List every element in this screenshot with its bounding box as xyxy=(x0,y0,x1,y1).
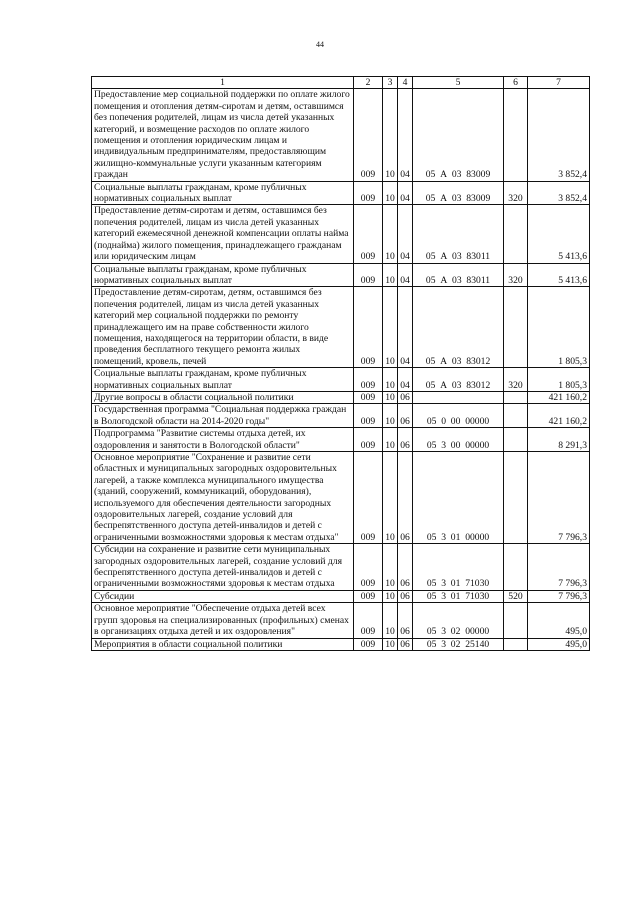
expense-type-code xyxy=(504,404,528,428)
row-description: Основное мероприятие "Сохранение и развитие сети областных и муниципальных загородных оздоровительных лагерей, а также комплекса муниципального имущества (зданий, сооружений, коммуникаций, оборудования), используемого для обеспечения деятельности загородных оздоровительных лагерей, создание условий для беспрепятственного доступа детей-инвалидов и детей с ограниченными возможностями здоровья к местам отдыха" xyxy=(92,452,354,544)
expense-type-code xyxy=(504,428,528,452)
row-description: Государственная программа "Социальная поддержка граждан в Вологодской области на 2014-2020 годы" xyxy=(92,404,354,428)
column-header: 2 xyxy=(354,77,383,89)
amount: 7 796,3 xyxy=(528,590,590,602)
section-code: 10 xyxy=(383,544,398,591)
row-description: Подпрограмма "Развитие системы отдыха детей, их оздоровления и занятости в Вологодской области" xyxy=(92,428,354,452)
table-row xyxy=(92,89,590,181)
row-description: Другие вопросы в области социальной политики xyxy=(92,391,354,403)
ministry-code: 009 xyxy=(354,287,383,368)
amount: 3 852,4 xyxy=(528,89,590,181)
section-code: 10 xyxy=(383,89,398,181)
subsection-code: 04 xyxy=(398,263,413,287)
target-article-code: 05 3 01 00000 xyxy=(413,452,504,544)
target-article-code: 05 3 00 00000 xyxy=(413,428,504,452)
expense-type-code xyxy=(504,603,528,638)
amount: 1 805,3 xyxy=(528,287,590,368)
amount: 421 160,2 xyxy=(528,391,590,403)
subsection-code: 04 xyxy=(398,368,413,392)
amount: 495,0 xyxy=(528,638,590,650)
section-code: 10 xyxy=(383,638,398,650)
ministry-code: 009 xyxy=(354,603,383,638)
expense-type-code xyxy=(504,89,528,181)
section-code: 10 xyxy=(383,590,398,602)
target-article-code: 05 0 00 00000 xyxy=(413,404,504,428)
section-code: 10 xyxy=(383,287,398,368)
subsection-code: 06 xyxy=(398,452,413,544)
section-code: 10 xyxy=(383,368,398,392)
section-code: 10 xyxy=(383,181,398,205)
expense-type-code: 320 xyxy=(504,263,528,287)
table-row xyxy=(92,590,590,602)
amount: 5 413,6 xyxy=(528,263,590,287)
ministry-code: 009 xyxy=(354,428,383,452)
column-header: 7 xyxy=(528,77,590,89)
target-article-code: 05 3 02 00000 xyxy=(413,603,504,638)
section-code: 10 xyxy=(383,603,398,638)
ministry-code: 009 xyxy=(354,404,383,428)
section-code: 10 xyxy=(383,205,398,263)
subsection-code: 06 xyxy=(398,603,413,638)
target-article-code: 05 3 02 25140 xyxy=(413,638,504,650)
amount: 1 805,3 xyxy=(528,368,590,392)
row-description: Основное мероприятие "Обеспечение отдыха детей всех групп здоровья на специализированных (профильных) сменах в организациях отдыха детей и их оздоровления" xyxy=(92,603,354,638)
expense-type-code xyxy=(504,391,528,403)
row-description: Предоставление детям-сиротам, детям, оставшимся без попечения родителей, лицам из числа детей указанных категорий мер социальной поддержки по ремонту принадлежащего им на праве собственности жилого помещения, находящегося на территории области, в виде проведения бесплатного текущего ремонта жилых помещений, кровель, печей xyxy=(92,287,354,368)
ministry-code: 009 xyxy=(354,263,383,287)
section-code: 10 xyxy=(383,428,398,452)
subsection-code: 04 xyxy=(398,181,413,205)
subsection-code: 06 xyxy=(398,544,413,591)
section-code: 10 xyxy=(383,391,398,403)
amount: 5 413,6 xyxy=(528,205,590,263)
expense-type-code xyxy=(504,205,528,263)
subsection-code: 04 xyxy=(398,287,413,368)
column-header: 4 xyxy=(398,77,413,89)
subsection-code: 06 xyxy=(398,404,413,428)
ministry-code: 009 xyxy=(354,391,383,403)
subsection-code: 06 xyxy=(398,391,413,403)
table-row xyxy=(92,544,590,591)
row-description: Субсидии на сохранение и развитие сети муниципальных загородных оздоровительных лагерей, создание условий для беспрепятственного доступа детей-инвалидов и детей с ограниченными возможностями здоровья к местам отдыха xyxy=(92,544,354,591)
column-header: 3 xyxy=(383,77,398,89)
target-article-code: 05 А 03 83011 xyxy=(413,205,504,263)
column-header: 1 xyxy=(92,77,354,89)
row-description: Мероприятия в области социальной политики xyxy=(92,638,354,650)
ministry-code: 009 xyxy=(354,452,383,544)
ministry-code: 009 xyxy=(354,590,383,602)
amount: 3 852,4 xyxy=(528,181,590,205)
target-article-code: 05 3 01 71030 xyxy=(413,590,504,602)
subsection-code: 06 xyxy=(398,428,413,452)
amount: 8 291,3 xyxy=(528,428,590,452)
section-code: 10 xyxy=(383,263,398,287)
target-article-code xyxy=(413,391,504,403)
page-number: 44 xyxy=(316,40,324,49)
table-row xyxy=(92,404,590,428)
row-description: Предоставление детям-сиротам и детям, оставшимся без попечения родителей, лицам из числа детей указанных категорий ежемесячной денежной компенсации оплаты найма (поднайма) жилого помещения, принадлежащего гражданам или юридическим лицам xyxy=(92,205,354,263)
section-code: 10 xyxy=(383,452,398,544)
amount: 421 160,2 xyxy=(528,404,590,428)
section-code: 10 xyxy=(383,404,398,428)
column-header: 6 xyxy=(504,77,528,89)
amount: 7 796,3 xyxy=(528,544,590,591)
subsection-code: 06 xyxy=(398,638,413,650)
ministry-code: 009 xyxy=(354,368,383,392)
ministry-code: 009 xyxy=(354,638,383,650)
target-article-code: 05 А 03 83011 xyxy=(413,263,504,287)
target-article-code: 05 А 03 83009 xyxy=(413,89,504,181)
target-article-code: 05 3 01 71030 xyxy=(413,544,504,591)
table-row xyxy=(92,263,590,287)
subsection-code: 06 xyxy=(398,590,413,602)
table-row xyxy=(92,603,590,638)
row-description: Субсидии xyxy=(92,590,354,602)
expense-type-code: 320 xyxy=(504,181,528,205)
row-description: Предоставление мер социальной поддержки по оплате жилого помещения и отопления детям-сиротам и детям, оставшимся без попечения родителей, лицам из числа детей указанных категорий, и возмещение расходов по оплате жилого помещения и отопления юридическим лицам и индивидуальным предпринимателям, предоставляющим жилищно-коммунальные услуги указанным категориям граждан xyxy=(92,89,354,181)
amount: 7 796,3 xyxy=(528,452,590,544)
table-row xyxy=(92,638,590,650)
amount: 495,0 xyxy=(528,603,590,638)
target-article-code: 05 А 03 83009 xyxy=(413,181,504,205)
subsection-code: 04 xyxy=(398,89,413,181)
budget-table xyxy=(91,76,590,651)
expense-type-code xyxy=(504,452,528,544)
target-article-code: 05 А 03 83012 xyxy=(413,287,504,368)
ministry-code: 009 xyxy=(354,205,383,263)
expense-type-code xyxy=(504,544,528,591)
table-row xyxy=(92,428,590,452)
expense-type-code: 520 xyxy=(504,590,528,602)
subsection-code: 04 xyxy=(398,205,413,263)
target-article-code: 05 А 03 83012 xyxy=(413,368,504,392)
table-row xyxy=(92,181,590,205)
table-row xyxy=(92,391,590,403)
row-description: Социальные выплаты гражданам, кроме публичных нормативных социальных выплат xyxy=(92,181,354,205)
expense-type-code xyxy=(504,287,528,368)
column-header: 5 xyxy=(413,77,504,89)
expense-type-code xyxy=(504,638,528,650)
expense-type-code: 320 xyxy=(504,368,528,392)
table-header-row xyxy=(92,77,590,89)
ministry-code: 009 xyxy=(354,89,383,181)
table-row xyxy=(92,287,590,368)
row-description: Социальные выплаты гражданам, кроме публичных нормативных социальных выплат xyxy=(92,263,354,287)
table-row xyxy=(92,205,590,263)
table-row xyxy=(92,368,590,392)
row-description: Социальные выплаты гражданам, кроме публичных нормативных социальных выплат xyxy=(92,368,354,392)
table-row xyxy=(92,452,590,544)
ministry-code: 009 xyxy=(354,181,383,205)
ministry-code: 009 xyxy=(354,544,383,591)
